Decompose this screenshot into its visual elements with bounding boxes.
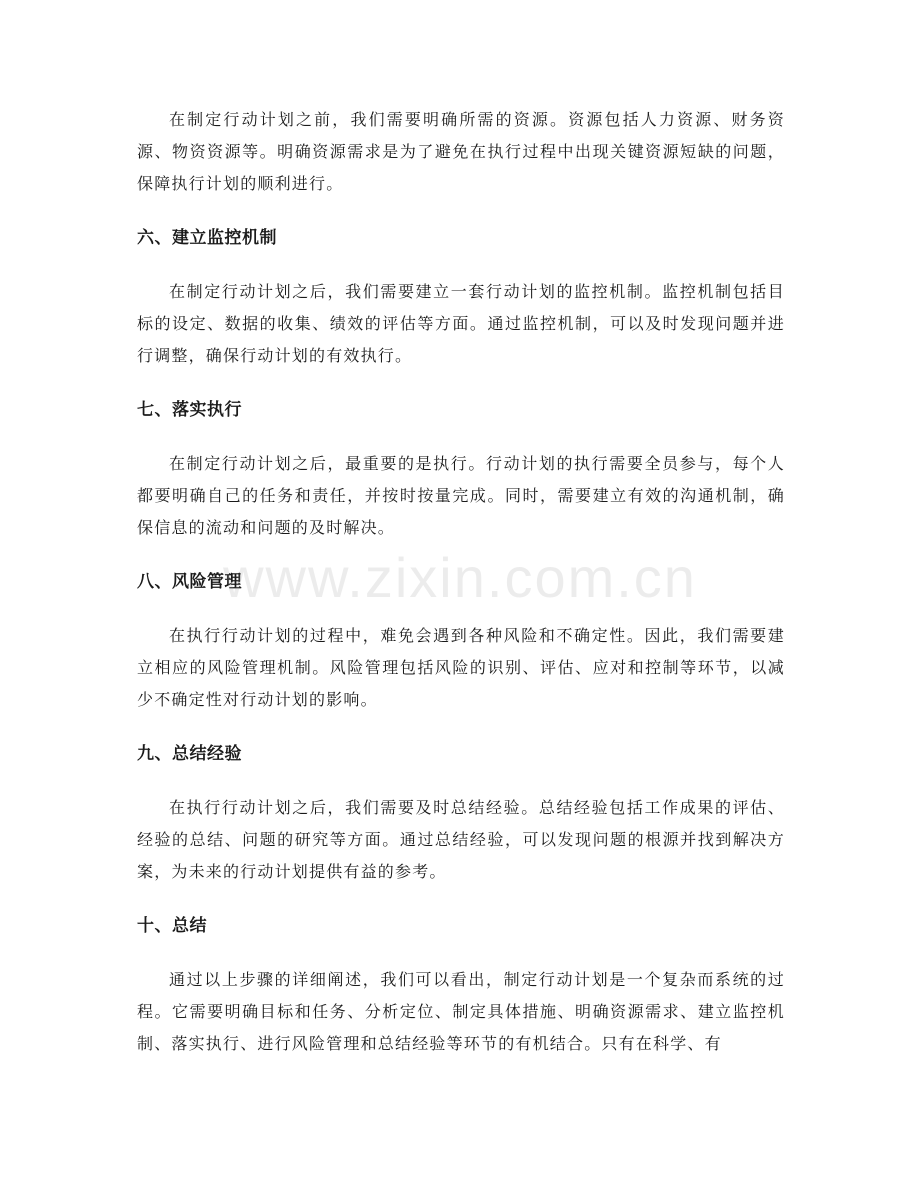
- heading-risk: 八、风险管理: [137, 572, 242, 592]
- heading-summary: 十、总结: [137, 916, 207, 936]
- heading-execution: 七、落实执行: [137, 400, 242, 420]
- paragraph-execution: 在制定行动计划之后，最重要的是执行。行动计划的执行需要全员参与，每个人都要明确自己的任务和责任，并按时按量完成。同时，需要建立有效的沟通机制，确保信息的流动和问题的及时解决。: [137, 454, 785, 537]
- paragraph-monitoring: 在制定行动计划之后，我们需要建立一套行动计划的监控机制。监控机制包括目标的设定、数据的收集、绩效的评估等方面。通过监控机制，可以及时发现问题并进行调整，确保行动计划的有效执行。: [137, 282, 785, 365]
- document-content: [137, 104, 785, 1060]
- paragraph-resources: 在制定行动计划之前，我们需要明确所需的资源。资源包括人力资源、财务资源、物资资源等。明确资源需求是为了避免在执行过程中出现关键资源短缺的问题，保障执行计划的顺利进行。: [137, 110, 785, 193]
- watermark: www.zixin.com.cn: [223, 546, 697, 609]
- paragraph-risk: 在执行行动计划的过程中，难免会遇到各种风险和不确定性。因此，我们需要建立相应的风险管理机制。风险管理包括风险的识别、评估、应对和控制等环节，以减少不确定性对行动计划的影响。: [137, 626, 785, 709]
- heading-monitoring: 六、建立监控机制: [137, 228, 277, 248]
- paragraph-summary: 通过以上步骤的详细阐述，我们可以看出，制定行动计划是一个复杂而系统的过程。它需要明确目标和任务、分析定位、制定具体措施、明确资源需求、建立监控机制、落实执行、进行风险管理和总结经验等环节的有机结合。只有在科学、有: [137, 970, 785, 1053]
- paragraph-experience: 在执行行动计划之后，我们需要及时总结经验。总结经验包括工作成果的评估、经验的总结、问题的研究等方面。通过总结经验，可以发现问题的根源并找到解决方案，为未来的行动计划提供有益的参考。: [137, 798, 785, 881]
- heading-experience: 九、总结经验: [137, 744, 242, 764]
